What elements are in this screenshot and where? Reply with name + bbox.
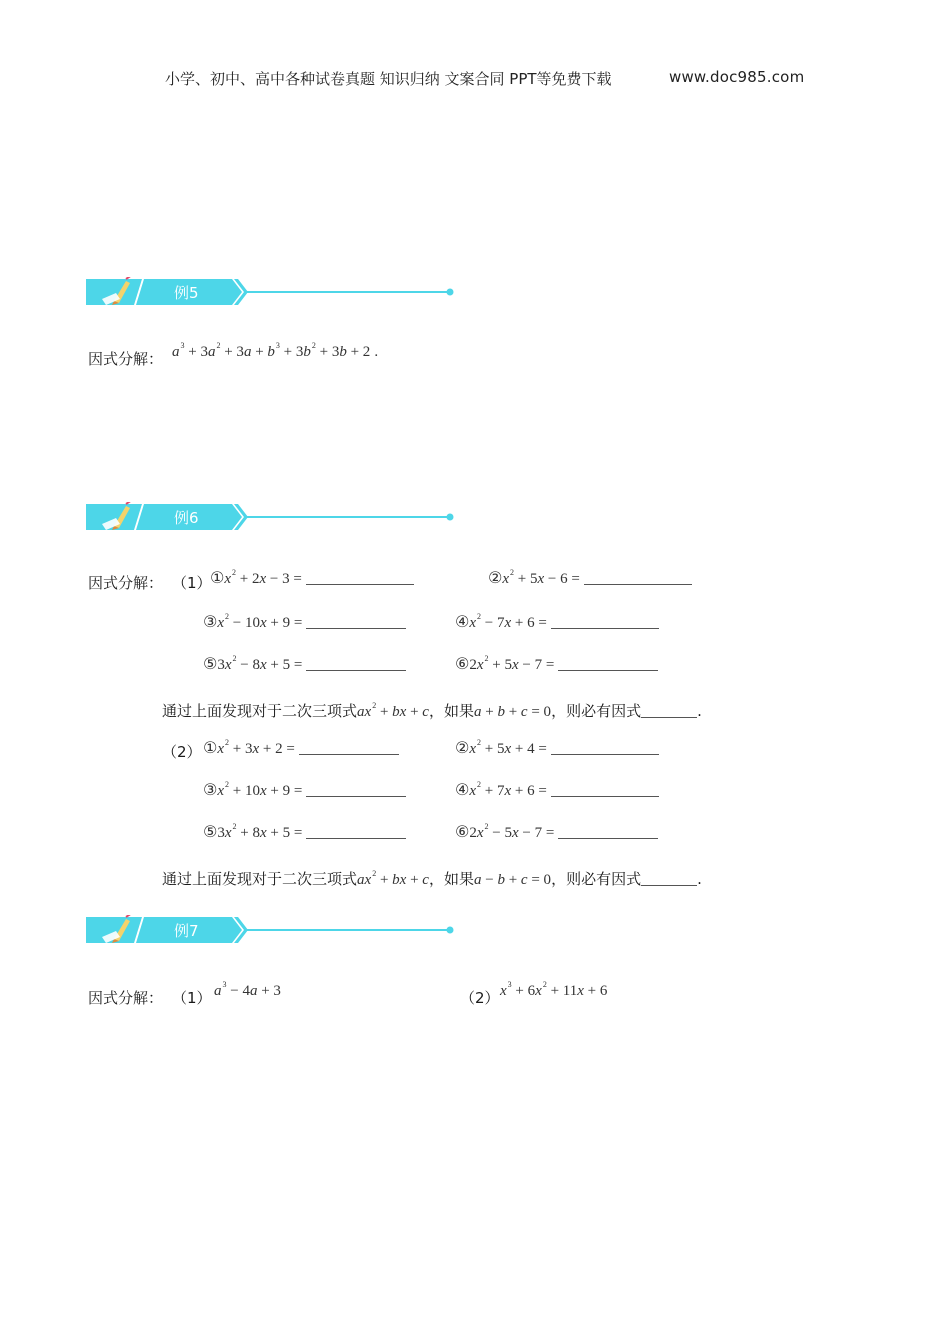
example-7-banner — [86, 915, 456, 945]
ex6-p1-item-3: $③x^2 - 10x + 9$ = — [203, 612, 406, 632]
answer-blank[interactable] — [306, 628, 406, 629]
ex6-p2-item-2: $②x^2 + 5x + 4$ = — [455, 738, 659, 758]
answer-blank[interactable] — [551, 628, 659, 629]
ex7-q1-label: （1） — [172, 989, 212, 1007]
answer-blank[interactable] — [551, 796, 659, 797]
ex6-p2-conclusion: 通过上面发现对于二次三项式$ax^2$ + bx + c，如果a − b + c = 0，则必有因式 . — [162, 869, 702, 888]
banner-graphic — [86, 277, 456, 307]
answer-blank[interactable] — [584, 584, 692, 585]
banner-label: 例6 — [174, 509, 199, 527]
answer-blank[interactable] — [306, 584, 414, 585]
ex7-q1: $a^3 - 4a + 3$ — [214, 980, 281, 999]
example-5-banner — [86, 277, 456, 307]
answer-blank[interactable] — [641, 885, 697, 886]
banner-label: 例7 — [174, 922, 199, 940]
ex6-p1-item-2: $②x^2 + 5x - 6$ = — [488, 568, 692, 588]
answer-blank[interactable] — [558, 670, 658, 671]
ex7-q2: $x^3 + 6x^2 + 11x + 6$ — [500, 980, 608, 999]
ex5-prompt: 因式分解： — [88, 350, 164, 368]
header-text: 小学、初中、高中各种试卷真题 知识归纳 文案合同 PPT等免费下载 — [165, 70, 612, 88]
answer-blank[interactable] — [641, 717, 697, 718]
ex5-expression: $a^3 + 3a^2 + 3a + b^3 + 3b^2 + 3b + 2$ . — [172, 341, 379, 360]
ex6-p2-item-4: $④x^2 + 7x + 6$ = — [455, 780, 659, 800]
ex6-prompt: 因式分解： — [88, 574, 164, 592]
ex6-p2-item-3: $③x^2 + 10x + 9$ = — [203, 780, 406, 800]
ex6-p1-item-6: $⑥2x^2 + 5x - 7$ = — [455, 654, 658, 674]
answer-blank[interactable] — [306, 670, 406, 671]
ex7-prompt: 因式分解： — [88, 989, 164, 1007]
ex6-p1-item-5: $⑤3x^2 - 8x + 5$ = — [203, 654, 406, 674]
ex6-p2-item-5: $⑤3x^2 + 8x + 5$ = — [203, 822, 406, 842]
answer-blank[interactable] — [551, 754, 659, 755]
answer-blank[interactable] — [558, 838, 658, 839]
ex6-p1-item-4: $④x^2 - 7x + 6$ = — [455, 612, 659, 632]
period: . — [374, 344, 379, 360]
banner-graphic — [86, 502, 456, 532]
ex6-p2-item-6: $⑥2x^2 - 5x - 7$ = — [455, 822, 658, 842]
example-6-banner — [86, 502, 456, 532]
ex6-part2-label: （2） — [162, 743, 202, 761]
ex6-part1-label: （1） — [172, 574, 212, 592]
ex6-p2-item-1: $①x^2 + 3x + 2$ = — [203, 738, 399, 758]
banner-graphic — [86, 915, 456, 945]
ex7-q2-label: （2） — [460, 989, 500, 1007]
header-site[interactable]: www.doc985.com — [669, 68, 805, 86]
answer-blank[interactable] — [299, 754, 399, 755]
answer-blank[interactable] — [306, 796, 406, 797]
ex6-p1-item-1: $①x^2 + 2x - 3$ = — [210, 568, 414, 588]
banner-label: 例5 — [174, 284, 199, 302]
answer-blank[interactable] — [306, 838, 406, 839]
ex6-p1-conclusion: 通过上面发现对于二次三项式$ax^2$ + bx + c，如果a + b + c = 0，则必有因式 . — [162, 701, 702, 720]
